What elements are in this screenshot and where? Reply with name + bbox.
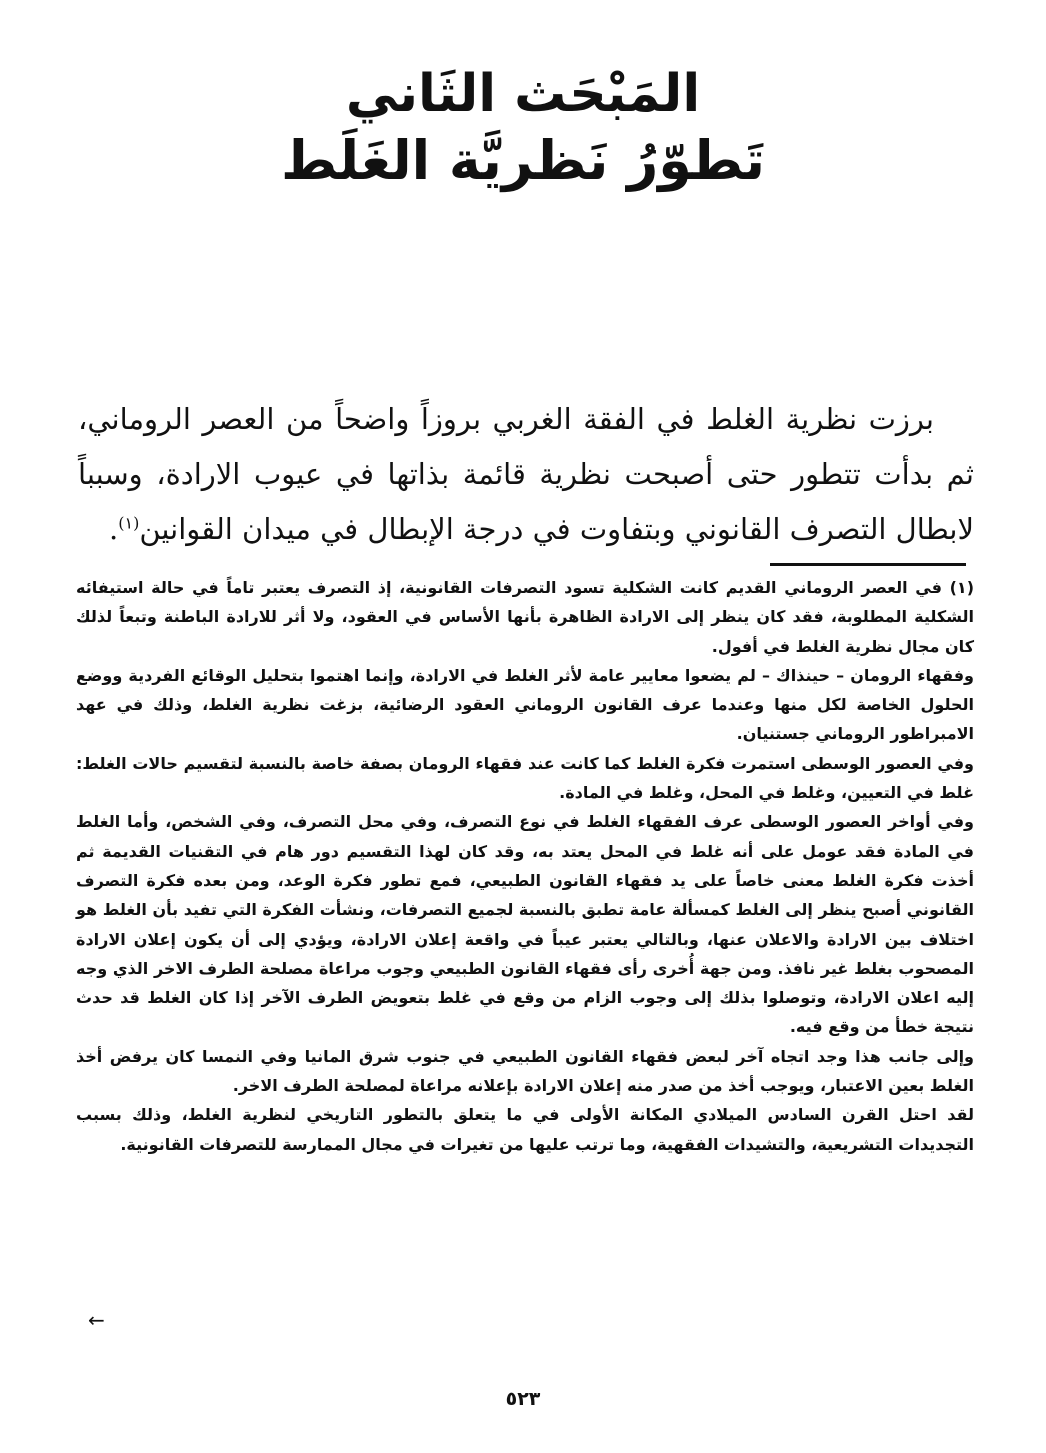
footnote-reference[interactable]: (١) bbox=[118, 513, 140, 533]
footnotes bbox=[76, 573, 974, 1159]
footnote-paragraph: وفي العصور الوسطى استمرت فكرة الغلط كما كانت عند فقهاء الرومان بصفة خاصة بالنسبة لتقسيم حالات الغلط: غلط في التعيين، وغلط في المحل، وغلط في المادة. bbox=[76, 753, 974, 803]
section-title: تَطوّرُ نَظريَّة الغَلَط bbox=[280, 129, 766, 192]
footnote-divider bbox=[770, 563, 966, 566]
continuation-arrow-icon: ← bbox=[88, 1308, 105, 1332]
footnote-paragraph: (١) في العصر الروماني القديم كانت الشكلية تسود التصرفات القانونية، إذ التصرف يعتبر تاماً في حالة استيفائه الشكلية المطلوبة، فقد كان ينظر إلى الارادة الظاهرة بأنها الأساس في العقود، ولا أثر للارادة الباطنة وتبعاً لذلك كان مجال نظرية الغلط في أفول. bbox=[76, 578, 974, 656]
main-paragraph bbox=[78, 392, 974, 557]
paragraph-end: . bbox=[109, 512, 119, 546]
title-block bbox=[0, 62, 1046, 196]
footnote-paragraph: وإلى جانب هذا وجد اتجاه آخر لبعض فقهاء القانون الطبيعي في جنوب شرق المانيا وفي النمسا كان يرفض أخذ الغلط بعين الاعتبار، ويوجب أخذ من صدر منه إعلان الارادة بإعلانه مراعاة لمصلحة الطرف الاخر. bbox=[76, 1046, 974, 1096]
paragraph-text: برزت نظرية الغلط في الفقة الغربي بروزاً واضحاً من العصر الروماني، ثم بدأت تتطور حتى أصبحت نظرية قائمة بذاتها في عيوب الارادة، وسبباً لابطال التصرف القانوني وبتفاوت في درجة الإبطال في ميدان القوانين bbox=[78, 402, 974, 546]
section-label: المَبْحَث الثَاني bbox=[345, 64, 701, 124]
footnote-paragraph: لقد احتل القرن السادس الميلادي المكانة الأولى في ما يتعلق بالتطور التاريخي لنظرية الغلط، وذلك بسبب التجديدات التشريعية، والتشيدات الفقهية، وما ترتب عليها من تغيرات في مجال الممارسة للتصرفات القانونية. bbox=[76, 1105, 974, 1154]
page-number: ٥٢٣ bbox=[505, 1388, 541, 1410]
footnote-paragraph: وفي أواخر العصور الوسطى عرف الفقهاء الغلط في نوع التصرف، وفي محل التصرف، وفي الشخص، وأما الغلط في المادة فقد عومل على أنه غلط في المحل يعتد به، وقد كان لهذا التقسيم دور هام في التقنيات القديمة ثم أخذت فكرة الغلط معنى خاصاً على يد فقهاء القانون الطبيعي، فمع تطور فكرة الوعد، ومن بعده فكرة التصرف القانوني أصبح ينظر إلى الغلط كمسألة عامة تطبق بالنسبة لجميع التصرفات، ونشأت الفكرة التي تفيد بأن الغلط هو اختلاف بين الارادة والاعلان عنها، وبالتالي يعتبر عيباً في واقعة إعلان الارادة، ويؤدي إلى أن يكون إعلان الارادة المصحوب بغلط غير نافذ. ومن جهة أُخرى رأى فقهاء القانون الطبيعي وجوب مراعاة مصلحة الطرف الاخر الذي وجه إليه اعلان الارادة، وتوصلوا بذلك إلى وجوب الزام من وقع في غلط بتعويض الطرف الآخر إذا كان الغلط قد حدث نتيجة خطأ من وقع فيه. bbox=[76, 812, 974, 1037]
footnote-paragraph: وفقهاء الرومان – حينذاك – لم يضعوا معايير عامة لأثر الغلط في الارادة، وإنما اهتموا بتحليل الوقائع الفردية ووضع الحلول الخاصة لكل منها وعندما عرف القانون الروماني العقود الرضائية، بزغت نظرية الغلط، وذلك في عهد الامبراطور الروماني جستنيان. bbox=[76, 665, 974, 744]
